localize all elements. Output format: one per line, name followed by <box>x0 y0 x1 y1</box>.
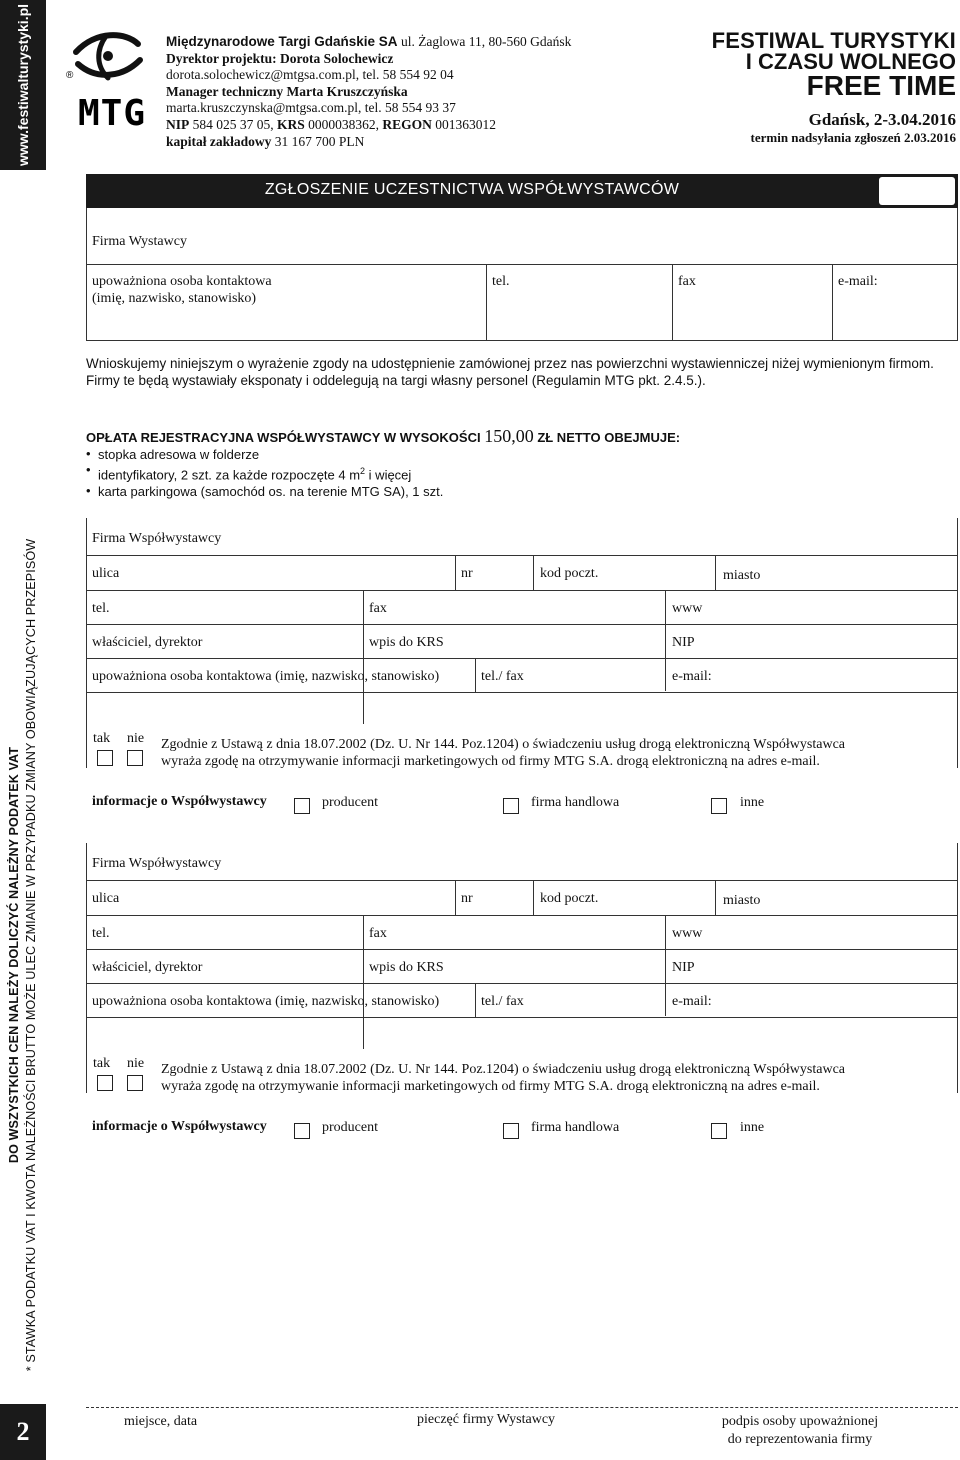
logo-text: MTG <box>78 93 146 130</box>
fee-item: • karta parkingowa (samochód os. na terenie MTG SA), 1 szt. <box>86 484 680 501</box>
street-label: ulica <box>92 566 120 581</box>
consent-yes-checkbox[interactable] <box>97 750 113 766</box>
krs-entry-label: wpis do KRS <box>369 960 444 975</box>
form-title-bar <box>86 174 958 208</box>
consent-yes-checkbox[interactable] <box>97 1075 113 1091</box>
vat-notice-line-1: DO WSZYSTKICH CEN NALEŻY DOLICZYĆ NALEŻNY PODATEK VAT <box>7 746 21 1164</box>
consent-no-checkbox[interactable] <box>127 750 143 766</box>
consent-yes-label: tak <box>93 1056 111 1071</box>
company-name: Międzynarodowe Targi Gdańskie SA <box>166 34 398 49</box>
trade-company-checkbox[interactable] <box>503 1123 519 1139</box>
exhibitor-firm-label: Firma Wystawcy <box>92 234 187 249</box>
share-capital: kapitał zakładowy 31 167 700 PLN <box>166 133 365 149</box>
form-title: ZGŁOSZENIE UCZESTNICTWA WSPÓŁWYSTAWCÓW <box>264 181 680 198</box>
vat-notice-line-2: * STAWKA PODATKU VAT I KWOTA NALEŻNOŚCI BRUTTO MOŻE ULEC ZMIANIE W PRZYPADKU ZMIANY OBOWIĄZUJĄCYCH PRZEPISÓW <box>24 538 38 1372</box>
producer-label: producent <box>322 1120 378 1135</box>
city-label: miasto <box>723 893 761 908</box>
coex-nip-label: NIP <box>672 635 695 650</box>
coex-telfax-label: tel./ fax <box>481 994 524 1009</box>
producer-checkbox[interactable] <box>294 1123 310 1139</box>
fee-amount: 150,00 <box>484 426 534 446</box>
exhibitor-contact-label-2: (imię, nazwisko, stanowisko) <box>92 291 257 306</box>
project-director: Dyrektor projektu: Dorota Solochewicz <box>166 50 394 66</box>
company-info <box>166 34 571 150</box>
trade-company-checkbox[interactable] <box>503 798 519 814</box>
consent-no-label: nie <box>127 1056 145 1071</box>
other-checkbox[interactable] <box>711 1123 727 1139</box>
coex-tel-label: tel. <box>92 926 110 941</box>
krs-entry-label: wpis do KRS <box>369 635 444 650</box>
coex-nip-label: NIP <box>672 960 695 975</box>
producer-checkbox[interactable] <box>294 798 310 814</box>
exhibitor-email-label: e-mail: <box>838 274 878 289</box>
manager-contact: marta.kruszczynska@mtgsa.com.pl, tel. 58 554 93 37 <box>166 100 456 116</box>
street-label: ulica <box>92 891 120 906</box>
exhibitor-contact-label-1: upoważniona osoba kontaktowa <box>92 274 272 289</box>
exhibitor-tel-label: tel. <box>492 274 510 289</box>
coexhibitor-firm-label: Firma Współwystawcy <box>92 531 222 546</box>
other-label: inne <box>740 1120 765 1135</box>
form-number-field[interactable] <box>879 177 955 205</box>
festival-info <box>712 30 956 146</box>
producer-label: producent <box>322 795 378 810</box>
postal-code-label: kod poczt. <box>540 566 599 581</box>
owner-label: właściciel, dyrektor <box>92 635 203 650</box>
consent-no-label: nie <box>127 731 145 746</box>
other-checkbox[interactable] <box>711 798 727 814</box>
trade-company-label: firma handlowa <box>531 795 620 810</box>
logo-registered: ® <box>66 70 74 81</box>
fee-heading: OPŁATA REJESTRACYJNA WSPÓŁWYSTAWCY W WYSOKOŚCI 150,00 ZŁ NETTO OBEJMUJE: <box>86 426 681 446</box>
signature-stamp: pieczęć firmy Wystawcy <box>417 1412 556 1427</box>
coex-tel-label: tel. <box>92 601 110 616</box>
mtg-logo <box>66 30 146 130</box>
www-label: www <box>672 601 703 616</box>
registration-fee <box>86 428 680 500</box>
registration-numbers: NIP 584 025 37 05, KRS 0000038362, REGON 001363012 <box>166 116 497 132</box>
page-number: 2 <box>0 1404 46 1460</box>
festival-title-3: FREE TIME <box>806 70 956 101</box>
coex-contact-label: upoważniona osoba kontaktowa (imię, nazwisko, stanowisko) <box>92 994 440 1009</box>
fee-item: • stopka adresowa w folderze <box>86 447 680 464</box>
owner-label: właściciel, dyrektor <box>92 960 203 975</box>
www-label: www <box>672 926 703 941</box>
coexhibitor-firm-label: Firma Współwystawcy <box>92 856 222 871</box>
consent-text: Zgodnie z Ustawą z dnia 18.07.2002 (Dz. U. Nr 144. Poz.1204) o świadczeniu usług drogą elektroniczną Współwystawca wyraża zgodę na otrzymywanie informacji marketingowych od firmy MTG S.A. drogą elektroniczną na adres e-mail. <box>161 1062 846 1094</box>
coexhibitor-info-label: informacje o Współwystawcy <box>92 1119 267 1134</box>
coex-contact-label: upoważniona osoba kontaktowa (imię, nazwisko, stanowisko) <box>92 669 440 684</box>
coex-telfax-label: tel./ fax <box>481 669 524 684</box>
other-label: inne <box>740 795 765 810</box>
vat-notice <box>0 510 46 1400</box>
festival-title-1: FESTIWAL TURYSTYKI <box>711 28 956 53</box>
trade-company-label: firma handlowa <box>531 1120 620 1135</box>
technical-manager: Manager techniczny Marta Kruszczyńska <box>166 83 408 99</box>
exhibitor-fax-label: fax <box>678 274 696 289</box>
coex-email-label: e-mail: <box>672 994 712 1009</box>
festival-place-date: Gdańsk, 2-3.04.2016 <box>808 110 956 129</box>
website-url: www.festiwalturystyki.pl <box>15 3 31 167</box>
request-text-line-1: Wnioskujemy niniejszym o wyrażenie zgody na udostępnienie zamówionej przez nas powierzchni wystawienniczej niżej wymienionym firmom. <box>86 356 934 371</box>
director-contact: dorota.solochewicz@mtgsa.com.pl, tel. 58 554 92 04 <box>166 67 454 83</box>
signature-place-date: miejsce, data <box>124 1414 198 1429</box>
house-number-label: nr <box>461 891 473 906</box>
consent-yes-label: tak <box>93 731 111 746</box>
coex-email-label: e-mail: <box>672 669 712 684</box>
festival-title-2: I CZASU WOLNEGO <box>745 49 956 74</box>
house-number-label: nr <box>461 566 473 581</box>
request-text-line-2: Firmy te będą wystawiały eksponaty i oddelegują na targi własny personel (Regulamin MTG pkt. 2.4.5.). <box>86 373 706 388</box>
signature-authorized: podpis osoby upoważnionej do reprezentowania firmy <box>721 1414 879 1447</box>
postal-code-label: kod poczt. <box>540 891 599 906</box>
consent-text: Zgodnie z Ustawą z dnia 18.07.2002 (Dz. U. Nr 144. Poz.1204) o świadczeniu usług drogą elektroniczną Współwystawca wyraża zgodę na otrzymywanie informacji marketingowych od firmy MTG S.A. drogą elektroniczną na adres e-mail. <box>161 737 846 769</box>
consent-no-checkbox[interactable] <box>127 1075 143 1091</box>
city-label: miasto <box>723 568 761 583</box>
submission-deadline: termin nadsyłania zgłoszeń 2.03.2016 <box>750 130 956 145</box>
company-address: ul. Żaglowa 11, 80-560 Gdańsk <box>397 34 572 49</box>
coex-fax-label: fax <box>369 601 387 616</box>
coex-fax-label: fax <box>369 926 387 941</box>
fee-item: • identyfikatory, 2 szt. za każde rozpoczęte 4 $m^2$ i więcej <box>86 463 680 484</box>
request-text <box>86 355 956 389</box>
coexhibitor-info-label: informacje o Współwystawcy <box>92 794 267 809</box>
